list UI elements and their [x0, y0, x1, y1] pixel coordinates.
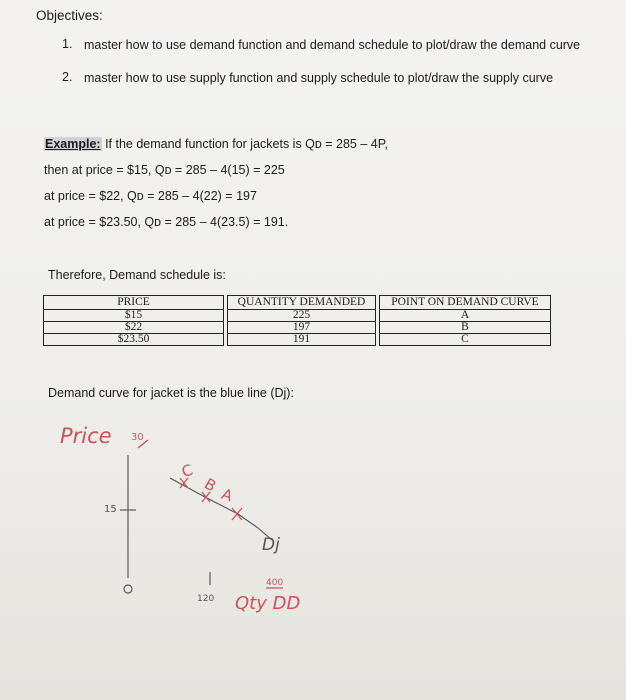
qty-max-handwritten: 400	[266, 578, 284, 588]
cell-quantity: 225	[228, 310, 376, 322]
demand-line	[170, 478, 272, 540]
header-point: POINT ON DEMAND CURVE	[380, 296, 551, 310]
cell-quantity: 197	[228, 322, 376, 334]
cell-point: A	[380, 310, 551, 322]
cell-point: B	[380, 322, 551, 334]
example-line-2: at price = $22, Qᴅ = 285 – 4(22) = 197	[44, 189, 257, 203]
objective-2-number: 2.	[62, 70, 73, 84]
curve-caption: Demand curve for jacket is the blue line (Dj):	[48, 386, 294, 400]
curve-label-handwritten: Dj	[262, 535, 280, 555]
example-label: Example:	[45, 137, 101, 151]
objective-1-number: 1.	[62, 37, 73, 51]
point-a-mark	[232, 508, 242, 520]
point-a-label: A	[219, 484, 236, 506]
cell-price: $23.50	[44, 334, 224, 346]
cell-price: $15	[44, 310, 224, 322]
header-price: PRICE	[44, 296, 224, 310]
header-quantity: QUANTITY DEMANDED	[228, 296, 376, 310]
cell-quantity: 191	[228, 334, 376, 346]
schedule-intro: Therefore, Demand schedule is:	[48, 268, 226, 282]
example-line-1: then at price = $15, Qᴅ = 285 – 4(15) = 225	[44, 163, 285, 177]
qty-tick-handwritten: 120	[197, 594, 215, 604]
objective-1-text: master how to use demand function and demand schedule to plot/draw the demand curve	[84, 38, 581, 52]
cell-point: C	[380, 334, 551, 346]
qty-label-handwritten: Qty DD	[235, 593, 301, 614]
objective-2-text: master how to use supply function and supply schedule to plot/draw the supply curve	[84, 71, 554, 85]
point-c-label: C	[179, 460, 196, 482]
price-tick-handwritten: 15	[104, 504, 117, 515]
objectives-heading: Objectives:	[36, 8, 103, 23]
origin-mark	[124, 585, 132, 593]
example-line-3: at price = $23.50, Qᴅ = 285 – 4(23.5) = 191.	[44, 215, 289, 229]
price-max-handwritten: 30	[131, 432, 144, 443]
point-b-label: B	[201, 474, 220, 496]
cell-price: $22	[44, 322, 224, 334]
price-label-handwritten: Price	[60, 424, 112, 448]
example-function: If the demand function for jackets is Qᴅ = 285 – 4P,	[101, 137, 388, 151]
